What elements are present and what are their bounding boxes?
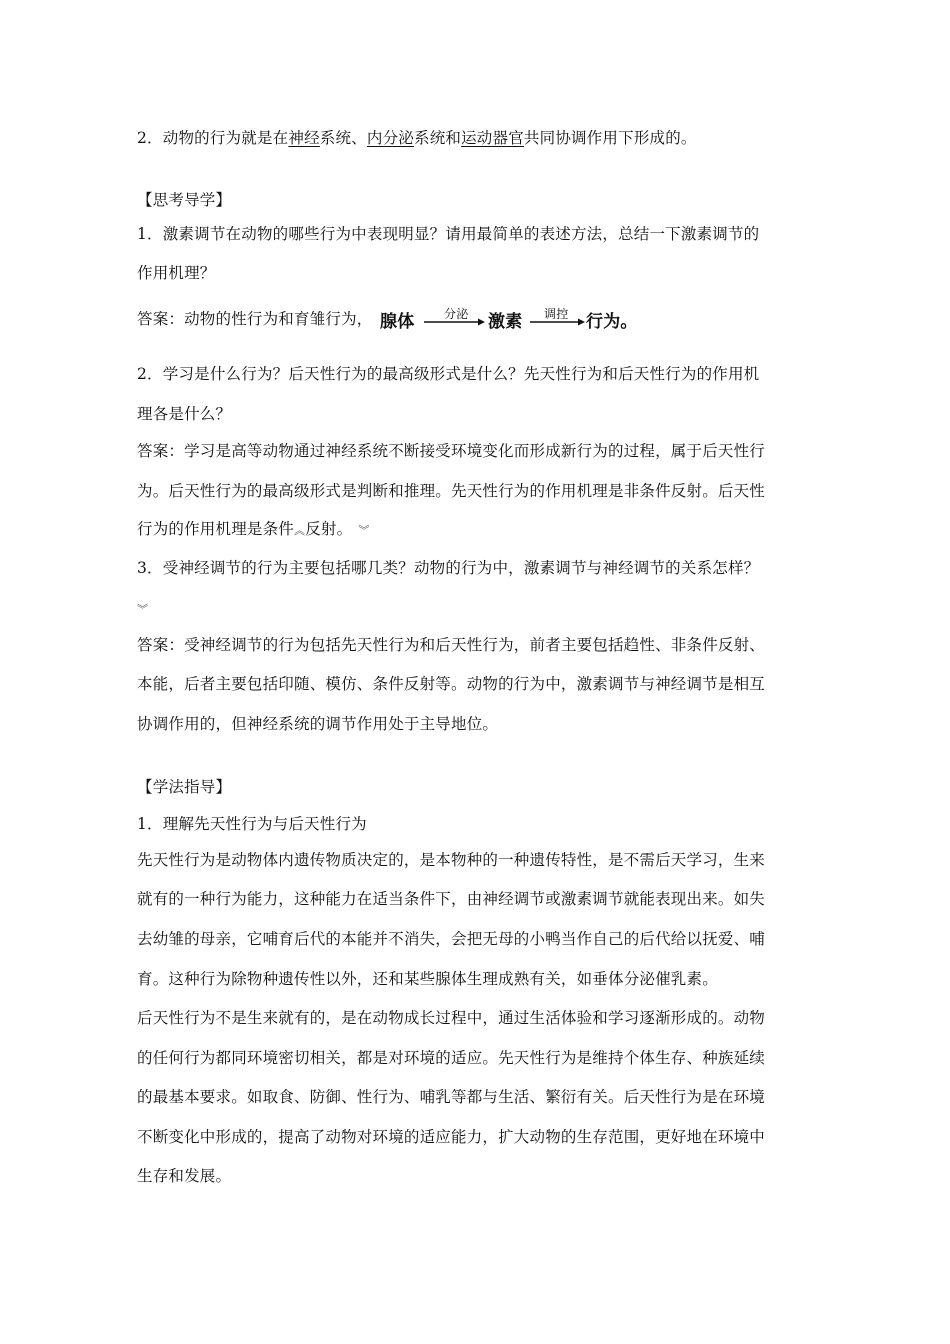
answer-1-text: 答案：动物的性行为和育雏行为，	[137, 310, 373, 328]
answer-3-line-2: 本能，后者主要包括印随、模仿、条件反射等。动物的行为中，激素调节与神经调节是相互	[137, 675, 766, 693]
intro-text: 系统和	[414, 129, 462, 147]
paragraph-innate-line-1: 先天性行为是动物体内遗传物质决定的，是本物种的一种遗传特性，是不需后天学习，生来	[137, 851, 766, 869]
question-3-mark	[137, 598, 148, 618]
paragraph-innate-line-4: 育。这种行为除物种遗传性以外，还和某些腺体生理成熟有关，如垂体分泌催乳素。	[137, 970, 718, 988]
down-mark-icon: ︾	[358, 524, 370, 537]
diagram-node-gland: 腺体	[379, 312, 415, 332]
question-2-line-2: 理各是什么？	[137, 405, 232, 423]
question-1-line-2: 作用机理？	[137, 264, 216, 282]
diagram-edge-secrete: 分泌	[443, 307, 469, 321]
paragraph-learned-line-1: 后天性行为不是生来就有的，是在动物成长过程中，通过生活体验和学习逐渐形成的。动物	[137, 1009, 766, 1027]
paragraph-innate-line-3: 去幼雏的母亲，它哺育后代的本能并不消失，会把无母的小鸭当作自己的后代给以抚爱、哺	[137, 930, 766, 948]
diagram-node-hormone: 激素	[487, 312, 523, 332]
answer-2-line-1: 答案：学习是高等动物通过神经系统不断接受环境变化而形成新行为的过程，属于后天性行	[137, 442, 766, 460]
answer-2-line-3	[137, 519, 370, 539]
intro-text: 2．动物的行为就是在	[137, 129, 289, 147]
arrow-head-icon	[578, 319, 585, 326]
arrow-head-icon	[478, 319, 485, 326]
answer-1	[137, 305, 638, 335]
paragraph-learned-line-3: 的最基本要求。如取食、防御、性行为、哺乳等都与生活、繁衍有关。后天性行为是在环境	[137, 1088, 766, 1106]
term-motor-organs: 运动器官	[461, 129, 524, 147]
paragraph-learned-line-5: 生存和发展。	[137, 1167, 232, 1185]
paragraph-learned-line-2: 的任何行为都同环境密切相关，都是对环境的适应。先天性行为是维持个体生存、种族延续	[137, 1049, 766, 1067]
paragraph-innate-line-2: 就有的一种行为能力，这种能力在适当条件下，由神经调节或激素调节就能表现出来。如失	[137, 890, 766, 908]
answer-2-text: 反射。	[305, 520, 353, 538]
answer-3-line-1: 答案：受神经调节的行为包括先天性行为和后天性行为，前者主要包括趋性、非条件反射、	[137, 636, 766, 654]
up-mark-icon: ︽	[294, 524, 306, 537]
section-heading-think: 【思考导学】	[137, 191, 232, 209]
term-nervous: 神经	[288, 129, 320, 147]
section-heading-method: 【学法指导】	[137, 778, 232, 796]
diagram-node-behavior: 行为。	[585, 312, 638, 332]
question-2-line-1: 2．学习是什么行为？后天性行为的最高级形式是什么？先天性行为和后天性行为的作用机	[137, 365, 760, 383]
question-3: 3．受神经调节的行为主要包括哪几类？动物的行为中，激素调节与神经调节的关系怎样？	[137, 559, 760, 577]
method-subheading-1: 1．理解先天性行为与后天性行为	[137, 815, 367, 833]
hormone-mechanism-diagram	[378, 305, 638, 335]
answer-2-line-2: 为。后天性行为的最高级形式是判断和推理。先天性行为的作用机理是非条件反射。后天性	[137, 482, 766, 500]
intro-text: 系统、	[319, 129, 367, 147]
down-mark-icon: ︾	[137, 603, 149, 616]
answer-2-text: 行为的作用机理是条件	[137, 520, 295, 538]
intro-point-2	[137, 128, 697, 148]
question-1-line-1: 1．激素调节在动物的哪些行为中表现明显？请用最简单的表述方法，总结一下激素调节的	[137, 225, 760, 243]
paragraph-learned-line-4: 不断变化中形成的，提高了动物对环境的适应能力，扩大动物的生存范围，更好地在环境中	[137, 1128, 766, 1146]
term-endocrine: 内分泌	[366, 129, 414, 147]
intro-text: 共同协调作用下形成的。	[523, 129, 697, 147]
diagram-edge-regulate: 调控	[543, 307, 569, 321]
answer-3-line-3: 协调作用的，但神经系统的调节作用处于主导地位。	[137, 715, 499, 733]
